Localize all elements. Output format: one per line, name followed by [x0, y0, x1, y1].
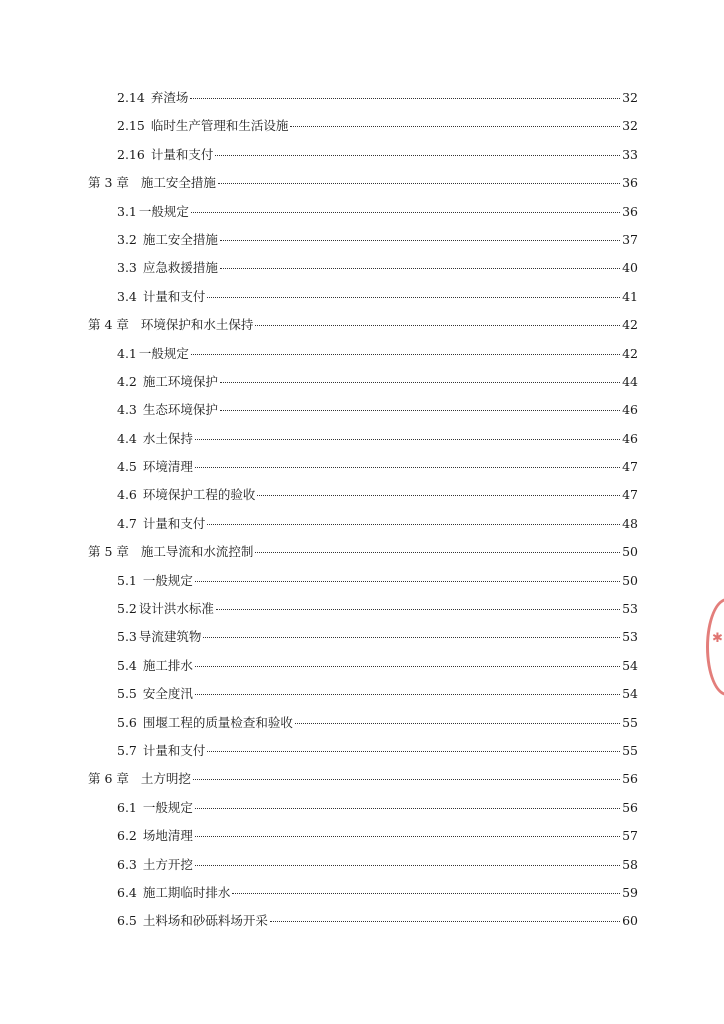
toc-leader-dots — [295, 723, 620, 724]
toc-entry-title: 施工排水 — [142, 657, 193, 673]
toc-section-entry[interactable] — [88, 595, 638, 623]
toc-entry-title: 环境保护和水土保持 — [140, 317, 254, 333]
toc-entry-title: 环境保护工程的验收 — [142, 487, 256, 503]
toc-entry-title: 土方明挖 — [140, 771, 191, 787]
toc-leader-dots — [218, 183, 620, 184]
toc-entry-page: 37 — [622, 231, 638, 247]
toc-section-entry[interactable] — [88, 396, 638, 424]
toc-entry-title: 一般规定 — [138, 203, 189, 219]
toc-leader-dots — [232, 893, 620, 894]
toc-entry-page: 48 — [622, 515, 638, 531]
toc-entry-title: 一般规定 — [142, 799, 193, 815]
toc-entry-number: 第 5 章 — [88, 544, 129, 560]
toc-leader-dots — [195, 439, 620, 440]
toc-entry-title: 一般规定 — [138, 345, 189, 361]
toc-leader-dots — [203, 637, 620, 638]
toc-entry-title: 施工期临时排水 — [142, 884, 231, 900]
toc-section-entry[interactable] — [88, 737, 638, 765]
toc-entry-page: 56 — [622, 799, 638, 815]
toc-section-entry[interactable] — [88, 84, 638, 112]
toc-entry-number: 6.5 — [117, 913, 137, 929]
toc-entry-title: 弃渣场 — [150, 90, 189, 105]
toc-entry-number: 3.3 — [117, 260, 137, 276]
toc-leader-dots — [255, 325, 620, 326]
toc-leader-dots — [195, 808, 620, 809]
toc-section-entry[interactable] — [88, 226, 638, 254]
toc-entry-title: 施工导流和水流控制 — [140, 544, 254, 560]
seal-stamp-mark: ✱ — [712, 631, 723, 646]
toc-entry-number: 4.1 — [117, 345, 137, 361]
toc-entry-page: 58 — [622, 856, 638, 872]
toc-entry-title: 生态环境保护 — [142, 402, 218, 418]
toc-entry-title: 安全度汛 — [142, 686, 193, 702]
table-of-contents — [88, 84, 638, 936]
toc-section-entry[interactable] — [88, 794, 638, 822]
toc-chapter-entry[interactable] — [88, 765, 638, 793]
toc-entry-number: 6.4 — [117, 884, 137, 900]
toc-leader-dots — [257, 495, 620, 496]
toc-entry-title: 应急救援措施 — [142, 260, 218, 276]
toc-entry-page: 47 — [622, 487, 638, 503]
toc-chapter-entry[interactable] — [88, 311, 638, 339]
toc-section-entry[interactable] — [88, 283, 638, 311]
toc-entry-page: 32 — [622, 118, 638, 134]
toc-entry-title: 计量和支付 — [150, 146, 214, 162]
toc-leader-dots — [220, 410, 620, 411]
toc-entry-title: 计量和支付 — [142, 515, 206, 531]
toc-entry-number: 2.15 — [117, 118, 145, 134]
toc-entry-number: 4.4 — [117, 430, 137, 446]
toc-leader-dots — [216, 609, 620, 610]
toc-leader-dots — [195, 865, 620, 866]
toc-section-entry[interactable] — [88, 851, 638, 879]
toc-entry-title: 水土保持 — [142, 430, 193, 446]
toc-leader-dots — [195, 836, 620, 837]
toc-section-entry[interactable] — [88, 112, 638, 140]
toc-entry-title: 施工环境保护 — [142, 373, 218, 389]
toc-section-entry[interactable] — [88, 652, 638, 680]
toc-section-entry[interactable] — [88, 340, 638, 368]
toc-entry-number: 2.14 — [117, 90, 145, 105]
toc-leader-dots — [207, 524, 620, 525]
toc-entry-title: 场地清理 — [142, 828, 193, 844]
toc-leader-dots — [195, 694, 620, 695]
toc-entry-page: 32 — [622, 90, 638, 105]
toc-leader-dots — [195, 581, 620, 582]
toc-entry-page: 44 — [622, 373, 638, 389]
toc-section-entry[interactable] — [88, 141, 638, 169]
toc-entry-page: 53 — [622, 601, 638, 617]
toc-leader-dots — [195, 467, 620, 468]
toc-leader-dots — [190, 98, 620, 99]
toc-entry-number: 3.2 — [117, 231, 137, 247]
toc-entry-title: 围堰工程的质量检查和验收 — [142, 714, 293, 730]
toc-entry-title: 土方开挖 — [142, 856, 193, 872]
toc-leader-dots — [193, 779, 620, 780]
toc-leader-dots — [207, 751, 620, 752]
toc-chapter-entry[interactable] — [88, 538, 638, 566]
toc-entry-page: 40 — [622, 260, 638, 276]
toc-entry-page: 46 — [622, 430, 638, 446]
toc-section-entry[interactable] — [88, 907, 638, 935]
toc-entry-page: 59 — [622, 884, 638, 900]
toc-entry-number: 5.2 — [117, 601, 137, 617]
toc-section-entry[interactable] — [88, 623, 638, 651]
toc-entry-page: 41 — [622, 288, 638, 304]
toc-section-entry[interactable] — [88, 453, 638, 481]
toc-chapter-entry[interactable] — [88, 169, 638, 197]
toc-entry-number: 第 3 章 — [88, 175, 129, 191]
toc-leader-dots — [191, 354, 620, 355]
toc-entry-title: 施工安全措施 — [140, 175, 216, 191]
toc-entry-number: 第 6 章 — [88, 771, 129, 787]
toc-entry-number: 5.3 — [117, 629, 137, 645]
toc-entry-number: 4.2 — [117, 373, 137, 389]
toc-entry-page: 46 — [622, 402, 638, 418]
toc-entry-title: 环境清理 — [142, 459, 193, 475]
toc-entry-number: 4.3 — [117, 402, 137, 418]
toc-entry-page: 50 — [622, 544, 638, 560]
toc-entry-number: 5.7 — [117, 742, 137, 758]
toc-entry-number: 5.5 — [117, 686, 137, 702]
toc-entry-page: 47 — [622, 459, 638, 475]
toc-entry-page: 56 — [622, 771, 638, 787]
toc-leader-dots — [290, 126, 620, 127]
toc-section-entry[interactable] — [88, 254, 638, 282]
toc-section-entry[interactable] — [88, 822, 638, 850]
toc-entry-page: 53 — [622, 629, 638, 645]
toc-leader-dots — [220, 240, 620, 241]
toc-leader-dots — [270, 921, 620, 922]
toc-section-entry[interactable] — [88, 198, 638, 226]
toc-section-entry[interactable] — [88, 680, 638, 708]
toc-leader-dots — [255, 552, 620, 553]
toc-entry-page: 42 — [622, 317, 638, 333]
toc-leader-dots — [191, 212, 620, 213]
toc-entry-page: 60 — [622, 913, 638, 929]
toc-entry-title: 计量和支付 — [142, 742, 206, 758]
toc-entry-page: 42 — [622, 345, 638, 361]
toc-entry-number: 3.4 — [117, 288, 137, 304]
toc-section-entry[interactable] — [88, 567, 638, 595]
toc-leader-dots — [220, 382, 620, 383]
toc-entry-page: 36 — [622, 203, 638, 219]
toc-entry-number: 5.6 — [117, 714, 137, 730]
toc-entry-number: 6.3 — [117, 856, 137, 872]
toc-entry-title: 临时生产管理和生活设施 — [150, 118, 289, 134]
toc-entry-title: 计量和支付 — [142, 288, 206, 304]
toc-entry-page: 57 — [622, 828, 638, 844]
toc-entry-title: 导流建筑物 — [138, 629, 202, 645]
toc-entry-number: 4.5 — [117, 459, 137, 475]
toc-entry-title: 一般规定 — [142, 572, 193, 588]
toc-section-entry[interactable] — [88, 510, 638, 538]
toc-entry-title: 土料场和砂砾料场开采 — [142, 913, 268, 929]
toc-entry-page: 54 — [622, 657, 638, 673]
toc-entry-number: 6.1 — [117, 799, 137, 815]
toc-entry-page: 36 — [622, 175, 638, 191]
toc-entry-number: 5.4 — [117, 657, 137, 673]
toc-entry-page: 55 — [622, 742, 638, 758]
toc-section-entry[interactable] — [88, 368, 638, 396]
toc-entry-title: 施工安全措施 — [142, 231, 218, 247]
toc-entry-number: 3.1 — [117, 203, 137, 219]
toc-leader-dots — [220, 268, 620, 269]
toc-section-entry[interactable] — [88, 481, 638, 509]
toc-entry-number: 第 4 章 — [88, 317, 129, 333]
toc-entry-page: 33 — [622, 146, 638, 162]
toc-section-entry[interactable] — [88, 879, 638, 907]
toc-entry-number: 4.7 — [117, 515, 137, 531]
toc-entry-number: 5.1 — [117, 572, 137, 588]
toc-leader-dots — [215, 155, 620, 156]
seal-stamp — [706, 598, 724, 696]
toc-entry-number: 2.16 — [117, 146, 145, 162]
toc-entry-number: 4.6 — [117, 487, 137, 503]
toc-section-entry[interactable] — [88, 709, 638, 737]
toc-entry-title: 设计洪水标准 — [138, 601, 214, 617]
toc-leader-dots — [195, 666, 620, 667]
toc-entry-number: 6.2 — [117, 828, 137, 844]
toc-entry-page: 50 — [622, 572, 638, 588]
toc-leader-dots — [207, 297, 620, 298]
toc-section-entry[interactable] — [88, 425, 638, 453]
toc-entry-page: 55 — [622, 714, 638, 730]
toc-entry-page: 54 — [622, 686, 638, 702]
